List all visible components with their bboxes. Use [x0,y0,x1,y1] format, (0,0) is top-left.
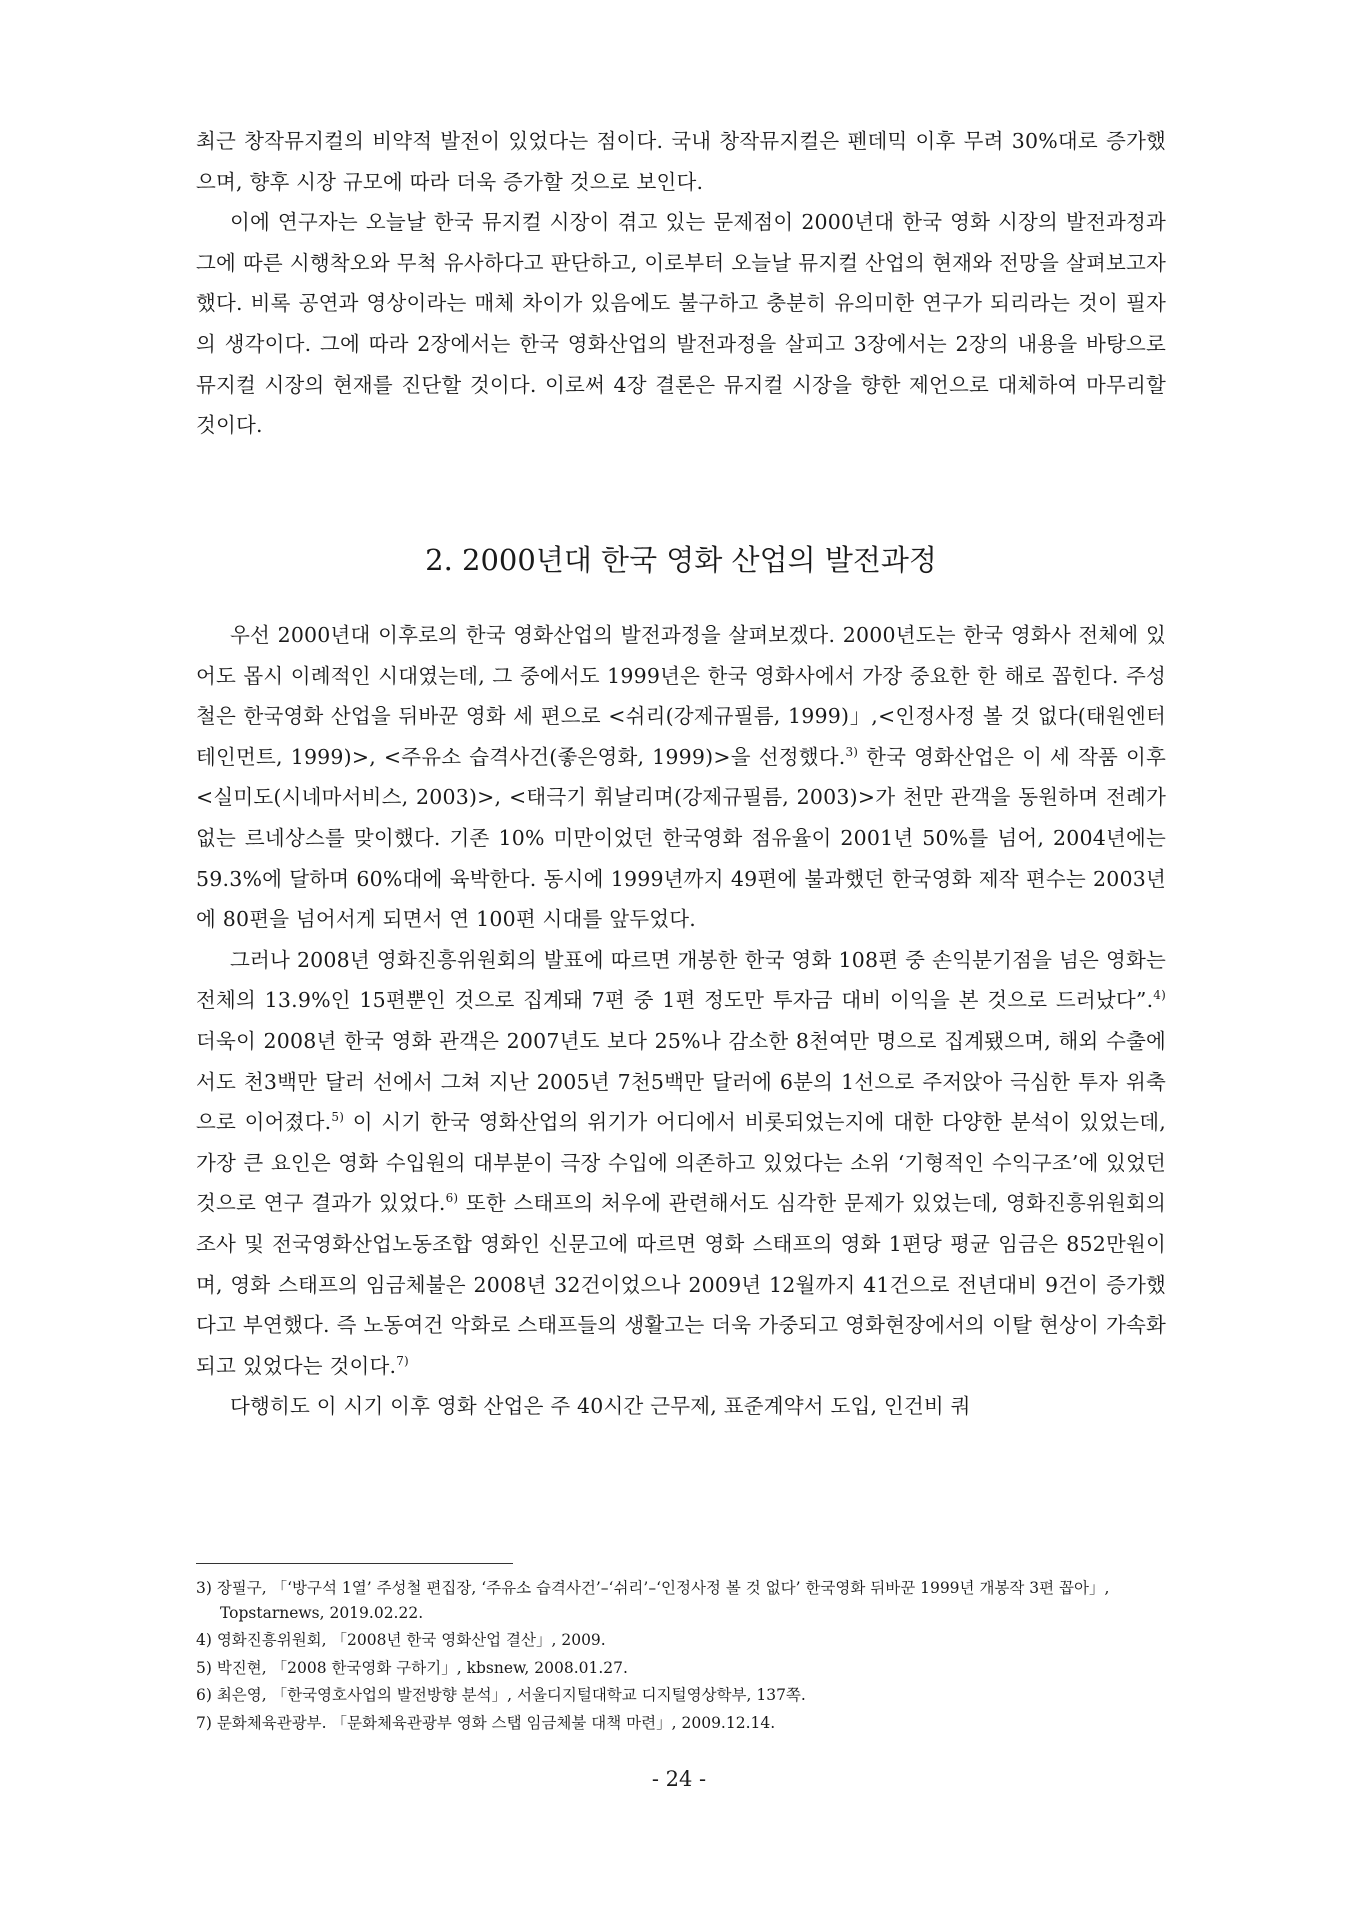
footnote-ref-5[interactable]: 5) [331,1110,345,1125]
intro-text-block [196,121,1166,446]
footnote-7: 7) 문화체육관광부. 「문화체육관광부 영화 스탭 임금체불 대책 마련」, 2009.12.14. [196,1713,776,1732]
footnote-5: 5) 박진현, 「2008 한국영화 구하기」, kbsnew, 2008.01.27. [196,1658,628,1677]
paragraph-2 [196,202,1166,446]
paragraph-1-text: 최근 창작뮤지컬의 비약적 발전이 있었다는 점이다. 국내 창작뮤지컬은 펜데믹 이후 무려 30%대로 증가했으며, 향후 시장 규모에 따라 더욱 증가할 것으로 보인다. [196,129,1166,194]
footnote-divider [196,1563,513,1564]
footnote-4: 4) 영화진흥위원회, 「2008년 한국 영화산업 결산」, 2009. [196,1631,606,1649]
section-paragraph-2-text-c: 이 시기 한국 영화산업의 위기가 어디에서 비롯되었는지에 대한 다양한 분석이 있었는데, 가장 큰 요인은 영화 수입원의 대부분이 극장 수입에 의존하고 있었다는 소위 ‘기형적인 수익구조’에 있었던 것으로 연구 결과가 있었다. [196,1110,1167,1216]
paragraph-2-text: 이에 연구자는 오늘날 한국 뮤지컬 시장이 겪고 있는 문제점이 2000년대 한국 영화 시장의 발전과정과 그에 따른 시행착오와 무척 유사하다고 판단하고, 이로부터 오늘날 뮤지컬 산업의 현재와 전망을 살펴보고자 했다. 비록 공연과 영상이라는 매체 차이가 있음에도 불구하고 충분히 유의미한 연구가 되리라는 것이 필자의 생각이다. 그에 따라 2장에서는 한국 영화산업의 발전과정을 살피고 3장에서는 2장의 내용을 바탕으로 뮤지컬 시장의 현재를 진단할 것이다. 이로써 4장 결론은 뮤지컬 시장을 향한 제언으로 대체하여 마무리할 것이다. [196,210,1166,438]
section-heading: 2. 2000년대 한국 영화 산업의 발전과정 [425,543,937,577]
section-paragraph-3 [196,1386,1166,1427]
footnote-ref-3[interactable]: 3) [845,744,859,759]
footnotes-list [196,1576,1166,1738]
section-text-block [196,615,1166,1427]
section-paragraph-1 [196,615,1166,940]
footnote-ref-4[interactable]: 4) [1153,988,1166,1003]
section-paragraph-2-text-a: 그러나 2008년 영화진흥위원회의 발표에 따르면 개봉한 한국 영화 108편 중 손익분기점을 넘은 영화는 전체의 13.9%인 15편뿐인 것으로 집계돼 7편 중 1편 정도만 투자금 대비 이익을 본 것으로 드러났다”. [196,947,1166,1013]
section-paragraph-1-text-a: 우선 2000년대 이후로의 한국 영화산업의 발전과정을 살펴보겠다. 2000년도는 한국 영화사 전체에 있어도 몹시 이례적인 시대였는데, 그 중에서도 1999년은 한국 영화사에서 가장 중요한 한 해로 꼽힌다. 주성철은 한국영화 산업을 뒤바꾼 영화 세 편으로 <쉬리(강제규필름, 1999)」,<인정사정 볼 것 없다(태원엔터테인먼트, 1999)>, <주유소 습격사건(좋은영화, 1999)>을 선정했다. [196,623,1166,769]
footnote-3: 3) 장필구, 「‘방구석 1열’ 주성철 편집장, ‘주유소 습격사건’–‘쉬리’–‘인정사정 볼 것 없다’ 한국영화 뒤바꾼 1999년 개봉작 3편 꼽아」, Topstarnews, 2019.02.22. [196,1579,1110,1622]
footnote-6: 6) 최은영, 「한국영호사업의 발전방향 분석」, 서울디지털대학교 디지털영상학부, 137쪽. [196,1686,806,1704]
paragraph-1 [196,121,1166,202]
section-paragraph-3-text: 다행히도 이 시기 이후 영화 산업은 주 40시간 근무제, 표준계약서 도입, 인건비 쿼 [230,1394,971,1419]
section-paragraph-2 [196,940,1166,1387]
section-paragraph-2-text-b: 더욱이 2008년 한국 영화 관객은 2007년도 보다 25%나 감소한 8천여만 명으로 집계됐으며, 해외 수출에서도 천3백만 달러 선에서 그쳐 지난 2005년 7천5백만 달러에 6분의 1선으로 주저앉아 극심한 투자 위축으로 이어졌다. [196,1028,1166,1135]
section-paragraph-2-text-d: 또한 스태프의 처우에 관련해서도 심각한 문제가 있었는데, 영화진흥위원회의 조사 및 전국영화산업노동조합 영화인 신문고에 따르면 영화 스태프의 영화 1편당 평균 임금은 852만원이며, 영화 스태프의 임금체불은 2008년 32건이었으나 2009년 12월까지 41건으로 전년대비 9건이 증가했다고 부연했다. 즉 노동여건 악화로 스태프들의 생활고는 더욱 가중되고 영화현장에서의 이탈 현상이 가속화 되고 있었다는 것이다. [196,1191,1167,1378]
section-paragraph-1-text-b: 한국 영화산업은 이 세 작품 이후 <실미도(시네마서비스, 2003)>, <태극기 휘날리며(강제규필름, 2003)>가 천만 관객을 동원하며 전례가 없는 르네상스를 맞이했다. 기존 10% 미만이었던 한국영화 점유율이 2001년 50%를 넘어, 2004년에는 59.3%에 달하며 60%대에 육박한다. 동시에 1999년까지 49편에 불과했던 한국영화 제작 편수는 2003년에 80편을 넘어서게 되면서 연 100편 시대를 앞두었다. [196,744,1167,932]
page-number: - 24 - [651,1767,707,1791]
footnote-ref-7[interactable]: 7) [396,1353,409,1368]
footnote-ref-6[interactable]: 6) [445,1191,459,1206]
